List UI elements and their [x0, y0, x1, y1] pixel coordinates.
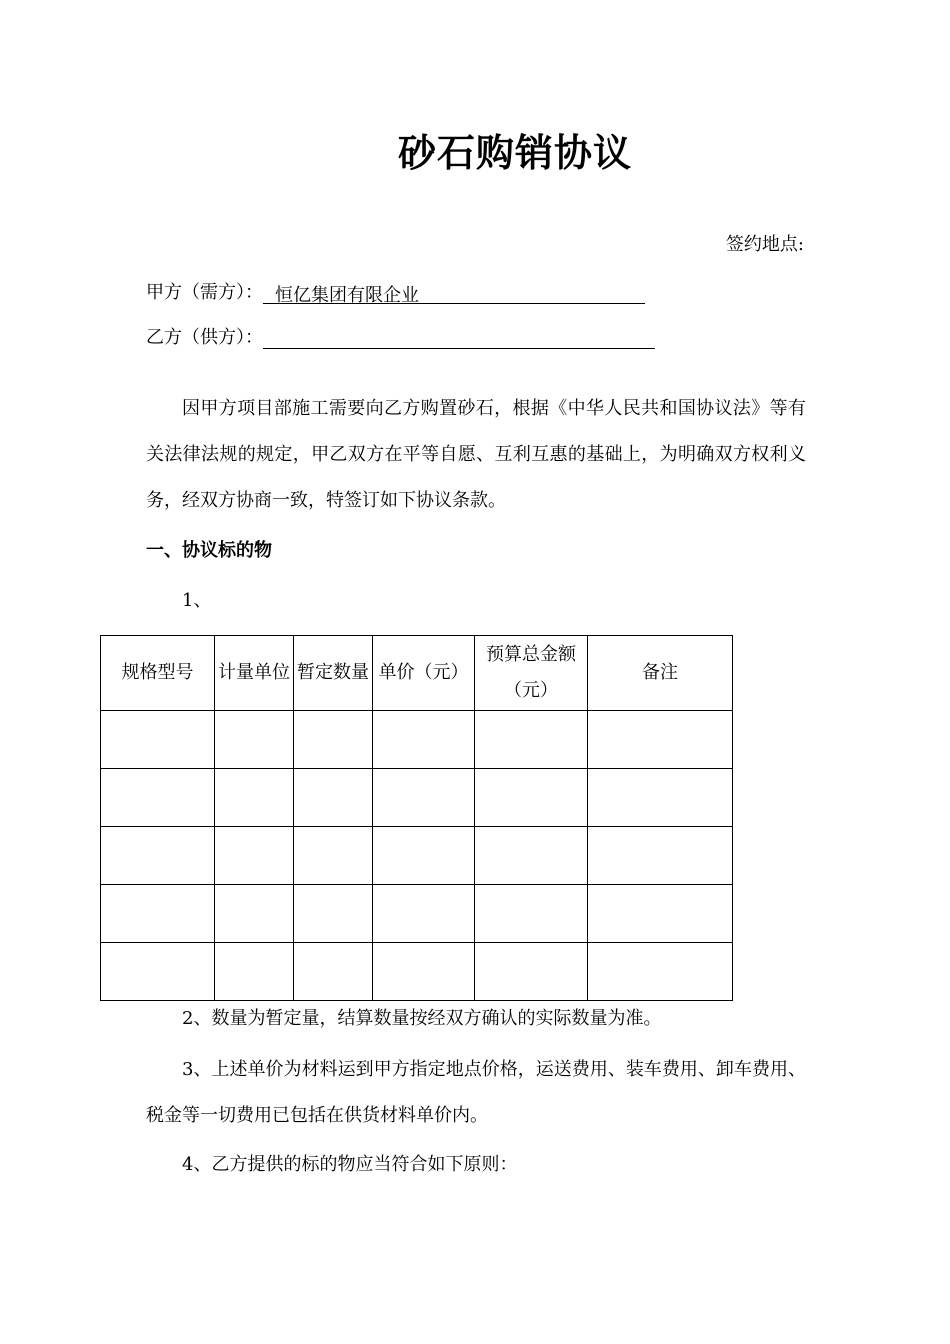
- table-cell: [101, 943, 215, 1001]
- table-cell: [373, 943, 475, 1001]
- table-cell: [101, 711, 215, 769]
- table-cell: [294, 827, 373, 885]
- table-cell: [373, 711, 475, 769]
- table-cell: [294, 885, 373, 943]
- header-unit-price: 单价（元）: [373, 636, 475, 711]
- party-a-value: 恒亿集团有限企业: [263, 281, 645, 304]
- section-1-heading: 一、协议标的物: [146, 540, 272, 561]
- party-a-line: [146, 278, 645, 304]
- table-cell: [588, 885, 733, 943]
- table-cell: [215, 943, 294, 1001]
- header-unit: 计量单位: [215, 636, 294, 711]
- table-cell: [475, 769, 588, 827]
- party-b-line: [146, 323, 655, 349]
- table-row: [101, 769, 733, 827]
- table-cell: [475, 943, 588, 1001]
- table-cell: [215, 769, 294, 827]
- header-spec-model: 规格型号: [101, 636, 215, 711]
- table-cell: [101, 885, 215, 943]
- table-row: [101, 885, 733, 943]
- table-cell: [101, 769, 215, 827]
- table-row: [101, 943, 733, 1001]
- signing-place-label: 签约地点:: [725, 234, 804, 255]
- party-b-value: [263, 326, 655, 349]
- item-1-label: 1、: [182, 590, 212, 611]
- table-cell: [475, 711, 588, 769]
- table-cell: [215, 885, 294, 943]
- table-row: [101, 827, 733, 885]
- party-b-label: 乙方（供方）：: [146, 327, 263, 348]
- table-cell: [588, 827, 733, 885]
- table-cell: [475, 885, 588, 943]
- party-a-label: 甲方（需方）：: [146, 282, 263, 303]
- document-title: 砂石购销协议: [397, 130, 632, 175]
- table-header-row: [101, 636, 733, 711]
- table-cell: [215, 827, 294, 885]
- goods-table: [100, 635, 733, 1001]
- item-2-paragraph: 2、数量为暂定量，结算数量按经双方确认的实际数量为准。: [182, 1008, 662, 1029]
- item-4-paragraph: 4、乙方提供的标的物应当符合如下原则：: [182, 1154, 518, 1175]
- item-3-paragraph: 3、上述单价为材料运到甲方指定地点价格，运送费用、装车费用、卸车费用、税金等一切费用已包括在供货材料单价内。: [146, 1059, 806, 1126]
- table-cell: [294, 769, 373, 827]
- header-total-amount: 预算总金额（元）: [475, 636, 588, 711]
- table-cell: [294, 711, 373, 769]
- table-cell: [373, 827, 475, 885]
- table-cell: [588, 943, 733, 1001]
- header-quantity: 暂定数量: [294, 636, 373, 711]
- table-cell: [373, 769, 475, 827]
- table-cell: [475, 827, 588, 885]
- intro-paragraph: 因甲方项目部施工需要向乙方购置砂石，根据《中华人民共和国协议法》等有关法律法规的规定，甲乙双方在平等自愿、互利互惠的基础上，为明确双方权利义务，经双方协商一致，特签订如下协议条款。: [146, 398, 806, 511]
- table-row: [101, 711, 733, 769]
- header-remarks: 备注: [588, 636, 733, 711]
- table-cell: [101, 827, 215, 885]
- table-cell: [588, 769, 733, 827]
- table-cell: [373, 885, 475, 943]
- table-cell: [588, 711, 733, 769]
- table-cell: [215, 711, 294, 769]
- table-cell: [294, 943, 373, 1001]
